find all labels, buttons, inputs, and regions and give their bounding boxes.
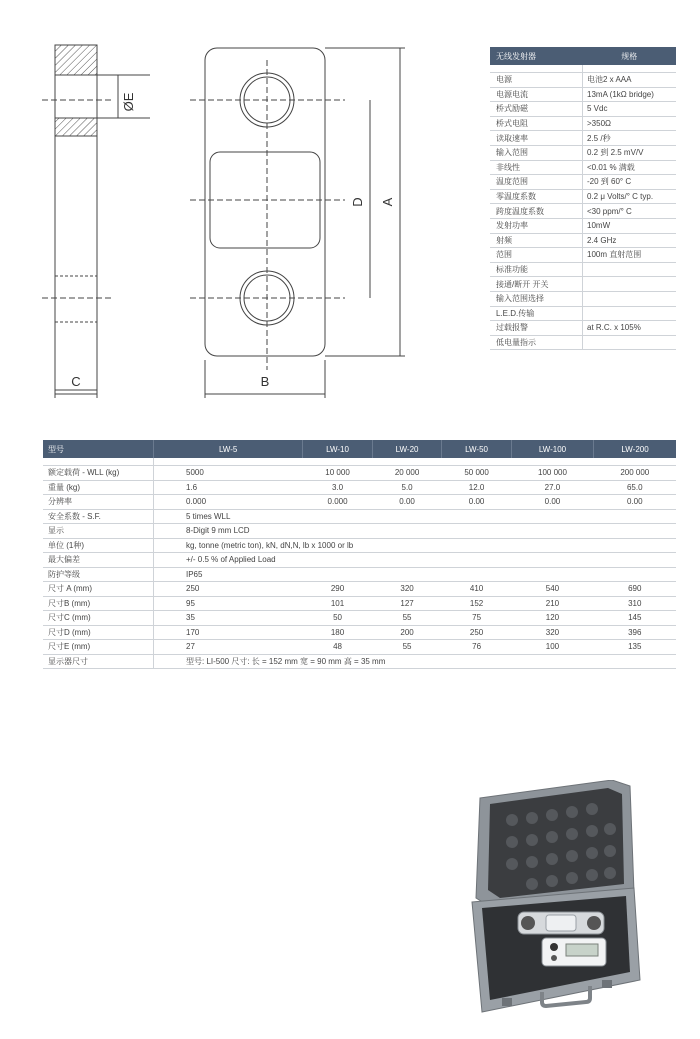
- spec-row: [490, 102, 676, 117]
- spec-row: [490, 218, 676, 233]
- model-cell: 27: [154, 640, 303, 655]
- model-cell: 50: [303, 611, 373, 626]
- model-row-label: 安全系数 - S.F.: [43, 509, 154, 524]
- model-header-lw-10: LW-10: [303, 440, 373, 458]
- model-row: [43, 596, 676, 611]
- spec-key: 桥式电阻: [490, 116, 583, 131]
- spec-value: [583, 291, 677, 306]
- spec-key: 发射功率: [490, 218, 583, 233]
- model-cell: 152: [442, 596, 512, 611]
- model-cell: 250: [154, 582, 303, 597]
- spec-row: [490, 87, 676, 102]
- spec-value: 100m 直射范围: [583, 248, 677, 263]
- spec-key: 电源电流: [490, 87, 583, 102]
- spec-key: 桥式励磁: [490, 102, 583, 117]
- spec-key: 射频: [490, 233, 583, 248]
- spec-row: [490, 160, 676, 175]
- model-cell: 0.00: [594, 495, 676, 510]
- model-row-label: 显示: [43, 524, 154, 539]
- model-row-label: 分辨率: [43, 495, 154, 510]
- model-cell: 27.0: [511, 480, 593, 495]
- dim-label-c: C: [71, 374, 81, 389]
- spec-key: 标准功能: [490, 262, 583, 277]
- spec-table-body: [490, 65, 676, 350]
- model-row: [43, 625, 676, 640]
- model-cell: 200: [372, 625, 442, 640]
- model-row: [43, 466, 676, 481]
- model-header-lw-5: LW-5: [154, 440, 303, 458]
- model-cell: 48: [303, 640, 373, 655]
- model-cell: 5.0: [372, 480, 442, 495]
- model-cell: 1.6: [154, 480, 303, 495]
- model-cell: 0.00: [442, 495, 512, 510]
- model-cell: 55: [372, 611, 442, 626]
- model-row-label: 防护等级: [43, 567, 154, 582]
- model-cell: 250: [442, 625, 512, 640]
- spec-header-key: 无线发射器: [490, 47, 583, 65]
- spec-row: [490, 116, 676, 131]
- model-header-lw-200: LW-200: [594, 440, 676, 458]
- model-row: [43, 567, 676, 582]
- spec-key: 零温度系数: [490, 189, 583, 204]
- spec-key: 接通/断开 开关: [490, 277, 583, 292]
- model-cell: 55: [372, 640, 442, 655]
- model-table-body: [43, 458, 676, 669]
- spec-key: 低电量指示: [490, 335, 583, 350]
- model-row-label: 显示器尺寸: [43, 654, 154, 669]
- model-cell: 410: [442, 582, 512, 597]
- model-row: [43, 553, 676, 568]
- model-cell: 50 000: [442, 466, 512, 481]
- spec-row: [490, 335, 676, 350]
- transmitter-spec-table: [490, 47, 676, 350]
- spec-key: 跨度温度系数: [490, 204, 583, 219]
- model-header-lw-100: LW-100: [511, 440, 593, 458]
- model-row: [43, 480, 676, 495]
- model-cell: 100 000: [511, 466, 593, 481]
- model-row-label: 额定载荷 - WLL (kg): [43, 466, 154, 481]
- dim-label-b: B: [260, 374, 270, 389]
- model-cell: 170: [154, 625, 303, 640]
- model-cell: 0.00: [511, 495, 593, 510]
- model-cell: 690: [594, 582, 676, 597]
- front-view: [190, 48, 405, 398]
- spec-row: [490, 262, 676, 277]
- model-row: [43, 640, 676, 655]
- model-cell: 135: [594, 640, 676, 655]
- spec-value: 0.2 到 2.5 mV/V: [583, 145, 677, 160]
- spec-row: [490, 175, 676, 190]
- spec-value: <30 ppm/° C: [583, 204, 677, 219]
- spec-key: 过载报警: [490, 321, 583, 336]
- model-cell: 127: [372, 596, 442, 611]
- spec-value: [583, 262, 677, 277]
- model-cell: 20 000: [372, 466, 442, 481]
- spec-value: [583, 277, 677, 292]
- spec-row: [490, 277, 676, 292]
- model-row-label: 尺寸E (mm): [43, 640, 154, 655]
- model-span-cell: 8-Digit 9 mm LCD: [154, 524, 677, 539]
- model-cell: 200 000: [594, 466, 676, 481]
- model-row: [43, 509, 676, 524]
- dim-label-a: A: [380, 197, 395, 207]
- model-table-header: [43, 440, 676, 458]
- model-row: [43, 582, 676, 597]
- model-cell: 0.00: [372, 495, 442, 510]
- spec-value: at R.C. x 105%: [583, 321, 677, 336]
- model-row: [43, 495, 676, 510]
- model-cell: 540: [511, 582, 593, 597]
- spec-value: 10mW: [583, 218, 677, 233]
- model-row-label: 尺寸B (mm): [43, 596, 154, 611]
- model-header-lw-50: LW-50: [442, 440, 512, 458]
- spec-key: 温度范围: [490, 175, 583, 190]
- spec-key: 非线性: [490, 160, 583, 175]
- spec-row: [490, 321, 676, 336]
- spec-row: [490, 248, 676, 263]
- model-cell: 210: [511, 596, 593, 611]
- model-row: [43, 538, 676, 553]
- spec-row: [490, 145, 676, 160]
- spec-value: 电池2 x AAA: [583, 73, 677, 88]
- model-row-label: 最大偏差: [43, 553, 154, 568]
- model-cell: 0.000: [154, 495, 303, 510]
- spec-value: [583, 335, 677, 350]
- spec-value: -20 到 60° C: [583, 175, 677, 190]
- spec-value: 2.5 /秒: [583, 131, 677, 146]
- spec-key: L.E.D.传输: [490, 306, 583, 321]
- model-span-cell: kg, tonne (metric ton), kN, dN,N, lb x 1000 or lb: [154, 538, 677, 553]
- model-header-lw-20: LW-20: [372, 440, 442, 458]
- dim-label-e: ØE: [121, 92, 136, 112]
- spec-row: [490, 204, 676, 219]
- model-cell: 290: [303, 582, 373, 597]
- model-cell: 12.0: [442, 480, 512, 495]
- spec-value: <0.01 % 满载: [583, 160, 677, 175]
- model-cell: 396: [594, 625, 676, 640]
- spec-key: 读取速率: [490, 131, 583, 146]
- model-cell: 310: [594, 596, 676, 611]
- model-row: [43, 611, 676, 626]
- spec-row: [490, 233, 676, 248]
- model-spec-table: [43, 440, 676, 669]
- model-row: [43, 524, 676, 539]
- spec-value: 2.4 GHz: [583, 233, 677, 248]
- model-cell: 35: [154, 611, 303, 626]
- spec-value: [583, 306, 677, 321]
- model-row: [43, 654, 676, 669]
- spec-value: 0.2 μ Volts/° C typ.: [583, 189, 677, 204]
- model-span-cell: 5 times WLL: [154, 509, 677, 524]
- model-cell: 3.0: [303, 480, 373, 495]
- spec-row: [490, 189, 676, 204]
- model-cell: 95: [154, 596, 303, 611]
- technical-drawing: [0, 0, 480, 400]
- spec-key: 范围: [490, 248, 583, 263]
- model-cell: 5000: [154, 466, 303, 481]
- model-cell: 120: [511, 611, 593, 626]
- model-cell: 320: [511, 625, 593, 640]
- model-row-label: 尺寸 A (mm): [43, 582, 154, 597]
- model-span-cell: IP65: [154, 567, 677, 582]
- model-cell: 320: [372, 582, 442, 597]
- spec-value: >350Ω: [583, 116, 677, 131]
- carry-case-photo: [462, 780, 642, 1020]
- spec-key: 输入范围: [490, 145, 583, 160]
- spec-key: 输入范围选择: [490, 291, 583, 306]
- model-cell: 180: [303, 625, 373, 640]
- model-cell: 101: [303, 596, 373, 611]
- model-row-label: 单位 (1种): [43, 538, 154, 553]
- model-cell: 145: [594, 611, 676, 626]
- model-cell: 10 000: [303, 466, 373, 481]
- model-span-cell: 型号: LI-500 尺寸: 长 = 152 mm 宽 = 90 mm 高 = 35 mm: [154, 654, 677, 669]
- spec-row: [490, 291, 676, 306]
- model-cell: 75: [442, 611, 512, 626]
- spec-key: 电源: [490, 73, 583, 88]
- model-row-label: 尺寸D (mm): [43, 625, 154, 640]
- model-cell: 100: [511, 640, 593, 655]
- model-span-cell: +/- 0.5 % of Applied Load: [154, 553, 677, 568]
- model-row-label: 重量 (kg): [43, 480, 154, 495]
- spec-row: [490, 306, 676, 321]
- spec-value: 13mA (1kΩ bridge): [583, 87, 677, 102]
- model-cell: 76: [442, 640, 512, 655]
- model-header-label: 型号: [43, 440, 154, 458]
- spec-row: [490, 73, 676, 88]
- dim-label-d: D: [350, 197, 365, 207]
- model-cell: 65.0: [594, 480, 676, 495]
- spec-value: 5 Vdc: [583, 102, 677, 117]
- model-row-label: 尺寸C (mm): [43, 611, 154, 626]
- model-cell: 0.000: [303, 495, 373, 510]
- spec-header-value: 规格: [583, 47, 677, 65]
- spec-row: [490, 131, 676, 146]
